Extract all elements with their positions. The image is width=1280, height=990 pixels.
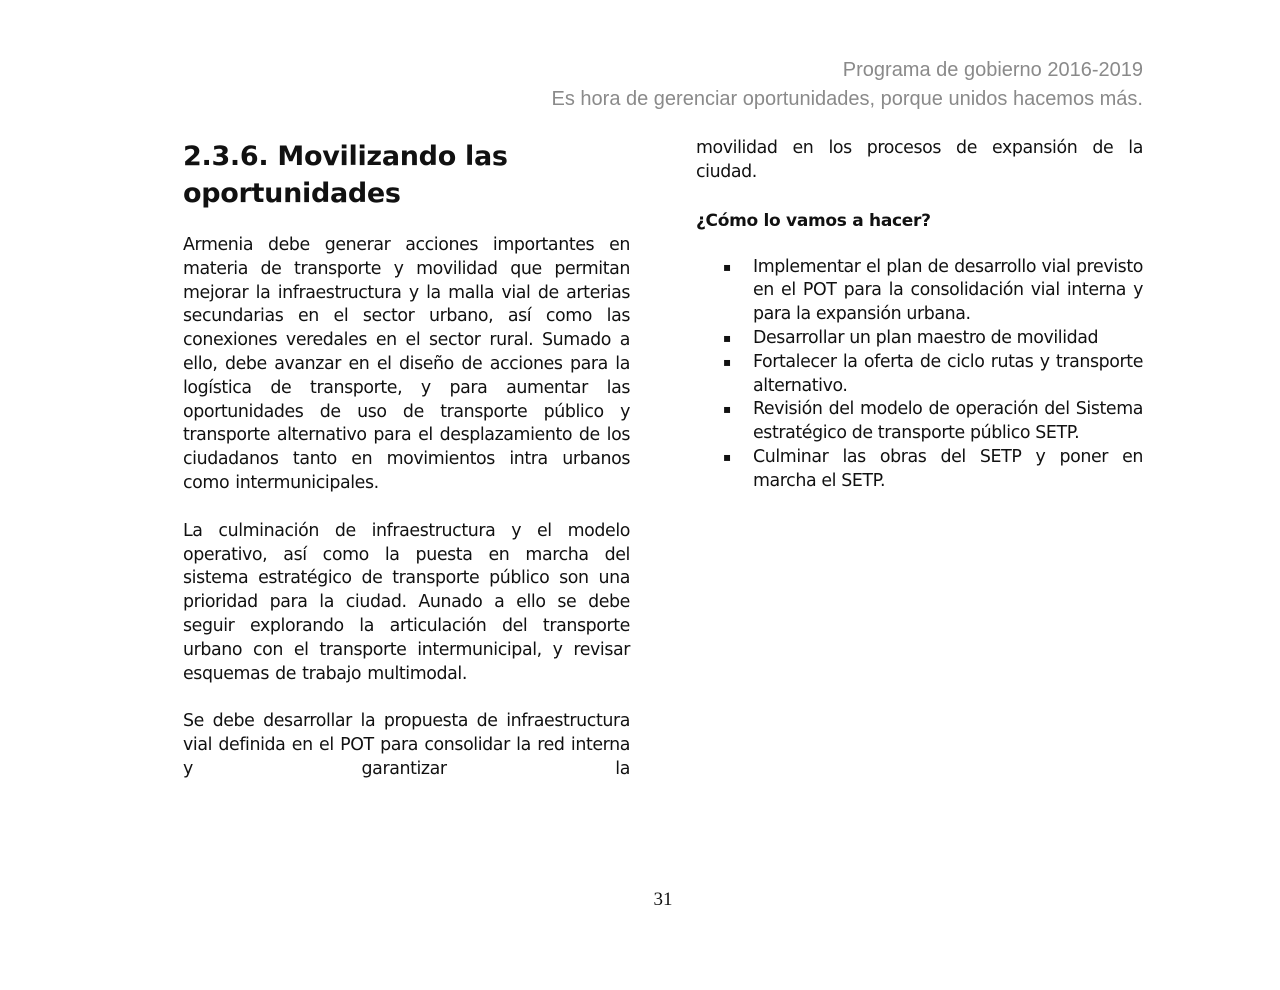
list-item-text: Fortalecer la oferta de ciclo rutas y transporte alternativo.: [753, 351, 1143, 396]
paragraph-3: Se debe desarrollar la propuesta de infraestructura vial definida en el POT para consolidar la red interna y garantizar la: [183, 711, 630, 779]
paragraph-continuation: movilidad en los procesos de expansión de la ciudad.: [696, 138, 1143, 182]
square-bullet-icon: ▪: [723, 354, 731, 369]
list-item: [723, 398, 1143, 446]
subheading: ¿Cómo lo vamos a hacer?: [696, 210, 931, 231]
list-item-text: Desarrollar un plan maestro de movilidad: [753, 327, 1099, 348]
square-bullet-icon: ▪: [723, 330, 731, 345]
list-item-text: Culminar las obras del SETP y poner en marcha el SETP.: [753, 446, 1143, 491]
page-number: 31: [653, 889, 673, 910]
list-item: [723, 446, 1143, 494]
square-bullet-icon: ▪: [723, 402, 731, 417]
section-title: 2.3.6. Movilizando las oportunidades: [183, 141, 508, 209]
list-item: [723, 256, 1143, 327]
right-column: [696, 137, 1143, 494]
list-item-text: Implementar el plan de desarrollo vial previsto en el POT para la consolidación vial interna y para la expansión urbana.: [753, 256, 1143, 325]
square-bullet-icon: ▪: [723, 259, 731, 274]
paragraph-1: Armenia debe generar acciones importantes en materia de transporte y movilidad que permitan mejorar la infraestructura y la malla vial de arterias secundarias en el sector urbano, así como las conexiones veredales en el sector rural. Sumado a ello, debe avanzar en el diseño de acciones para la logística de transporte, y para aumentar las oportunidades de uso de transporte público y transporte alternativo para el desplazamiento de los ciudadanos tanto en movimientos intra urbanos como intermunicipales.: [183, 235, 630, 493]
paragraph-2: La culminación de infraestructura y el modelo operativo, así como la puesta en marcha del sistema estratégico de transporte público son una prioridad para la ciudad. Aunado a ello se debe seguir explorando la articulación del transporte urbano con el transporte intermunicipal, y revisar esquemas de trabajo multimodal.: [183, 520, 630, 684]
header-program-title: Programa de gobierno 2016-2019: [842, 59, 1143, 81]
square-bullet-icon: ▪: [723, 449, 731, 464]
list-item-text: Revisión del modelo de operación del Sistema estratégico de transporte público SETP.: [753, 399, 1143, 444]
action-list: [696, 256, 1143, 494]
left-column: [183, 138, 630, 806]
header-slogan: Es hora de gerenciar oportunidades, porque unidos hacemos más.: [551, 88, 1143, 110]
list-item: [723, 327, 1143, 351]
page-header: [552, 56, 1143, 114]
list-item: [723, 351, 1143, 399]
